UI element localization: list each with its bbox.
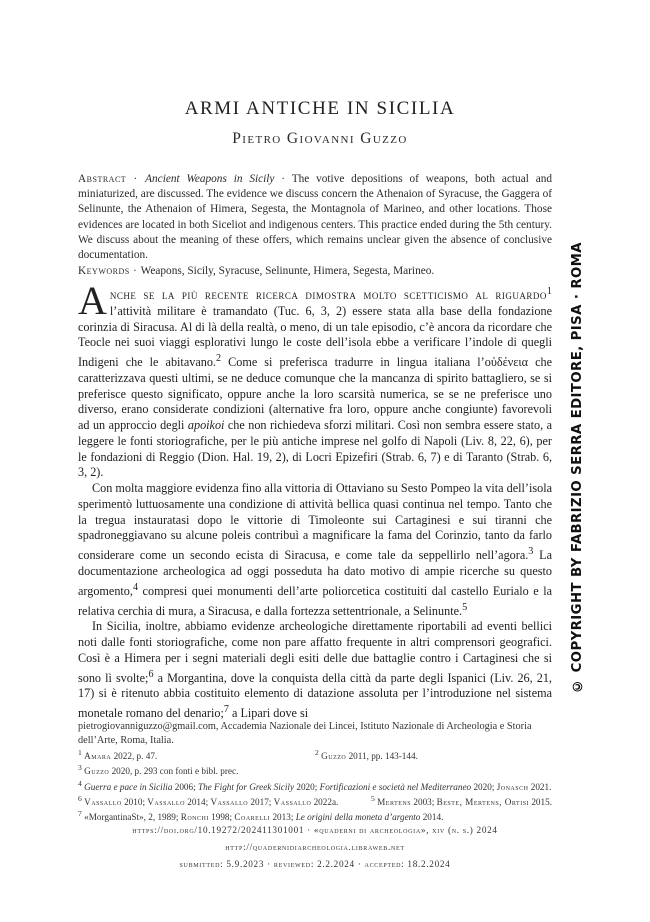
paragraph-text: compresi quei monumenti dell’arte poliorcetica costituiti dal castello Eurialo e la relativa cerchia di mura, a Siracusa, e dalla fortezza settentrionale, a Selinunte.: [78, 583, 552, 618]
footnote-text: 2015.: [529, 796, 552, 807]
footnote-title: Fortificazioni e società nel Mediterraneo: [319, 781, 472, 792]
footnote-text: 2022a.: [311, 796, 339, 807]
footnote-text: 2020, p. 293 con fonti e bibl. prec.: [109, 766, 239, 777]
paragraph-text: a Morgantina, dove la conquista della città da parte degli Ispanici (Liv. 26, 21, 17) si è ritenuto abbia costituito elemento di datazione assoluta per l’introduzione nel sistema monetale romano del denario;: [78, 670, 552, 721]
footnote-author: Vassallo: [147, 796, 185, 807]
footnote-text: 2014;: [184, 796, 211, 807]
footnote-ref-2[interactable]: 2: [215, 353, 222, 365]
footnote-ref-3[interactable]: 3: [528, 546, 534, 558]
footnote-ref-4[interactable]: 4: [132, 581, 139, 593]
paragraph-text: La documentazione archeologica ad oggi posseduta ha dato motivo di ampie ricerche su questo argomento,: [78, 548, 553, 598]
footnote-text: 2011, pp. 143-144.: [346, 751, 418, 762]
paragraph-text: a Lipari dove si: [228, 706, 309, 721]
keywords-label: Keywords ·: [78, 265, 141, 277]
footnote-5: [371, 793, 552, 808]
footnote-text: 2003;: [411, 796, 437, 807]
footnote-text: 2010;: [121, 796, 148, 807]
footnote-author: Amara: [84, 751, 112, 762]
footnote-text: «MorgantinaSt», 2, 1989;: [84, 812, 181, 823]
abstract: [78, 172, 552, 263]
footnote-text: 2006;: [172, 781, 198, 792]
footnote-author: Guzzo: [84, 766, 110, 777]
footnote-text: 1998;: [208, 812, 235, 823]
footnote-2: [315, 747, 552, 762]
journal-url[interactable]: http://quadernidiarcheologia.libraweb.net: [225, 842, 405, 852]
footnote-author: Mertens: [377, 796, 412, 807]
footnote-title: Le origini della moneta d’argento: [295, 812, 421, 823]
footnote-author: Vassallo: [273, 796, 312, 807]
footnote-ref-7[interactable]: 7: [223, 704, 229, 716]
footnote-author: Jonasch: [496, 781, 529, 792]
footnote-number: 4: [78, 778, 82, 788]
footnote-text: 2013;: [270, 812, 296, 823]
footnote-text: 2021.: [528, 781, 552, 792]
article-body: [78, 278, 553, 722]
abstract-text: · The votive depositions of weapons, both actual and miniaturized, are discussed. The evidence we discuss concern the Athenaion of Syracuse, the Gaggera of Selinunte, the Athenaion of Himera, Segesta, the Montagnola of Marineo, and other locations. Those evidences are located in both Siceliot and indigenous centers. This practice ended during the 5th century. We discuss about the meaning of these offers, which remains unclear given the absence of conclusive documentation.: [78, 173, 553, 262]
footnote-number: 1: [78, 748, 82, 757]
footnote-ref-6[interactable]: 6: [148, 668, 154, 680]
drop-cap: A: [78, 278, 107, 323]
abstract-label: Abstract ·: [78, 173, 146, 185]
italic-term: apoikoi: [187, 418, 225, 433]
footnote-author: Vassallo: [210, 796, 249, 807]
copyright-notice: [567, 242, 587, 693]
keywords: [78, 264, 552, 279]
page-footer: [78, 822, 552, 873]
abstract-english-title: Ancient Weapons in Sicily: [145, 173, 275, 185]
footnote-number: 3: [78, 763, 82, 773]
article-title: ARMI ANTICHE IN SICILIA: [184, 98, 456, 119]
paragraph-text: Con molta maggiore evidenza fino alla vittoria di Ottaviano su Sesto Pompeo la vita dell’isola sperimentò luttuosamente una condizione di attività bellica quasi continua nel tempo. Tanto che la tregua instauratasi dopo le vittorie di Timoleonte sui Cartaginesi e sui tiranni che spadroneggiavano su alcune poleis contribuì a magnificare la fama del Corinzio, tanto da farlo considerare come un secondo ecista di Siracusa, e come tale da seppellirlo nell’agora.: [78, 481, 552, 563]
footnote-text: 2014.: [420, 812, 444, 823]
footnote-number: 2: [315, 748, 319, 757]
body-paragraph-2: [78, 481, 552, 619]
footnote-number: 7: [78, 809, 82, 819]
footnote-author: Vassallo: [84, 796, 122, 807]
footnote-1: [78, 747, 315, 762]
footnote-author: Beste, Mertens, Ortisi: [436, 796, 530, 807]
footnote-number: 5: [370, 793, 375, 803]
footnote-ref-5[interactable]: 5: [462, 601, 468, 613]
article-author: Pietro Giovanni Guzzo: [232, 130, 408, 147]
copyright-text: © COPYRIGHT BY FABRIZIO SERRA EDITORE, PISA · ROMA: [569, 242, 585, 693]
doi-line[interactable]: https://doi.org/10.19272/202411301001 · «quaderni di archeologia», xiv (n. s.) 2024: [132, 825, 498, 835]
footnote-text: 2022, p. 47.: [111, 751, 158, 762]
footnotes: [78, 747, 552, 823]
paragraph-text: che non richiedeva sforzi militari. Così non sembra essere stato, a leggere le fonti storiografiche, per le più antiche imprese nel golfo di Napoli (Liv. 8, 22, 6), per le fondazioni di Reggio (Dion. Hal. 19, 2), di Locri Epizefiri (Strab. 6, 7) e di Taranto (Strab. 6, 3, 2).: [78, 418, 552, 480]
footnote-ref-1[interactable]: 1: [546, 286, 552, 297]
keywords-text: Weapons, Sicily, Syracuse, Selinunte, Himera, Segesta, Marineo.: [140, 265, 435, 277]
footnote-title: Guerra e pace in Sicilia: [84, 781, 173, 792]
footnote-3: [78, 762, 552, 777]
footnote-text: 2020;: [471, 781, 497, 792]
paragraph-text: nche se la più recente ricerca dimostra molto scetticismo al riguardo: [109, 288, 547, 303]
footnote-title: The Fight for Greek Sicily: [197, 781, 295, 792]
submission-dates: submitted: 5.9.2023 · reviewed: 2.2.2024 · accepted: 18.2.2024: [179, 859, 451, 869]
paragraph-text: In Sicilia, inoltre, abbiamo evidenze archeologiche direttamente riportabili ad eventi bellici noti dalle fonti storiografiche, come non pare affatto frequente in altri comprensori geografici. Così è a Himera per i segni materiali degli esiti delle due battaglie contro i Cartaginesi che si sono lì svolte;: [78, 619, 552, 685]
paragraph-text: Come si preferisca tradurre in lingua italiana l’οὐδένεια che caratterizzava questi ultimi, se ne deduce comunque che la mancanza di spirito battagliero, se si preferisce questo significato, oppure anche la loro scarsità numerica, se se ne preferisce uno diverso, erano considerate condizioni (alternative fra loro, oppure anche congiunte) favorevoli ad un approccio degli: [78, 355, 552, 433]
footnote-author: Ronchi: [180, 812, 209, 823]
footnote-author: Coarelli: [234, 812, 271, 823]
footnote-row: [78, 747, 552, 762]
body-paragraph-3: [78, 619, 552, 722]
footnote-author: Guzzo: [321, 751, 347, 762]
footnote-text: 2017;: [248, 796, 274, 807]
paragraph-text: l’attività militare è tramandato (Tuc. 6, 3, 2) essere stata alla base della fondazione corinzia di Siracusa. Al di là della realtà, o meno, di un tale episodio, c’è ancora da ricordare che Teocle nei suoi viaggi esplorativi lungo le coste dell’isola ebbe a verificare l’indole di quegli Indigeni che le abitavano.: [78, 303, 552, 370]
body-paragraph-1: [78, 278, 552, 481]
footnote-text: 2020;: [294, 781, 320, 792]
author-affiliation: pietrogiovanniguzzo@gmail.com, Accademia Nazionale dei Lincei, Istituto Nazionale di Archeologia e Storia dell’Arte, Roma, Italia.: [78, 721, 532, 746]
footnote-number: 6: [78, 793, 82, 803]
